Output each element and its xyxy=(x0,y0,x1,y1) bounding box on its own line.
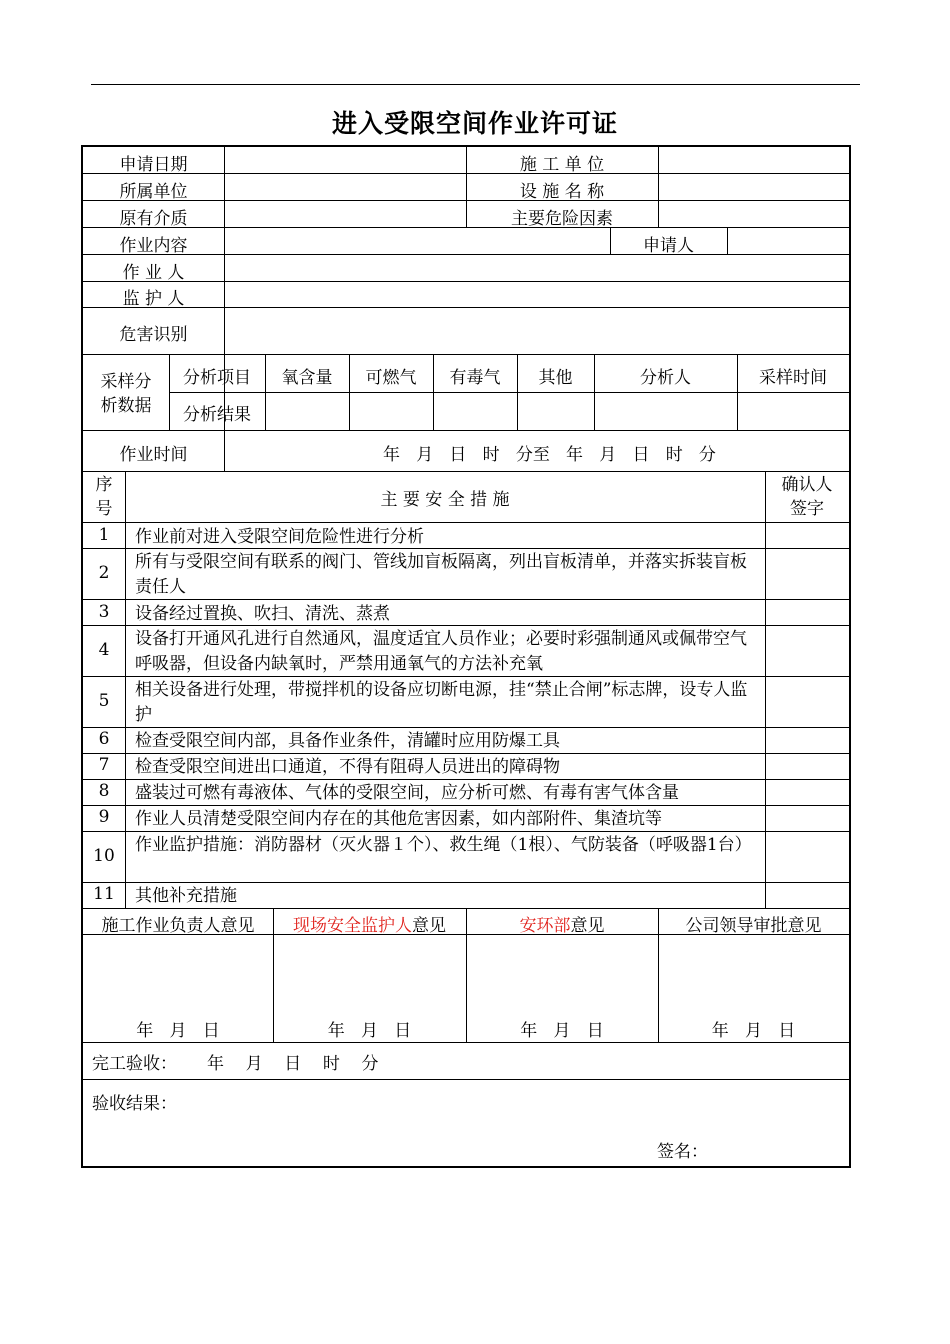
env-dept-date: 年 月 日 xyxy=(520,1021,604,1041)
measure-5-text: 相关设备进行处理，带搅拌机的设备应切断电源，挂“禁止合闸”标志牌，设专人监护 xyxy=(135,680,748,725)
guardian-label: 监 护 人 xyxy=(122,289,185,309)
construction-unit-label: 施 工 单 位 xyxy=(519,155,605,175)
company-approval-label: 公司领导审批意见 xyxy=(685,916,822,936)
measure-4-no: 4 xyxy=(98,640,110,660)
other-gas-label: 其他 xyxy=(538,368,573,388)
completion-label: 完工验收： xyxy=(92,1054,177,1074)
measure-4-text: 设备打开通风孔进行自然通风，温度适宜人员作业；必要时彩强制通风或佩带空气呼吸器，但设备内缺氧时，严禁用通氧气的方法补充氧 xyxy=(135,629,747,674)
measure-10-no: 10 xyxy=(93,846,115,866)
measure-3-confirm[interactable] xyxy=(766,600,849,625)
owner-unit-field[interactable] xyxy=(225,174,466,200)
oxygen-label: 氧含量 xyxy=(281,368,333,388)
seq-header: 序 号 xyxy=(95,475,113,519)
toxic-result-field[interactable] xyxy=(434,393,517,430)
measure-11-no: 11 xyxy=(93,884,115,904)
measure-10-confirm[interactable] xyxy=(766,832,849,882)
acceptance-result-field[interactable] xyxy=(173,1107,643,1157)
measure-9-confirm[interactable] xyxy=(766,806,849,831)
hazard-identification-label: 危害识别 xyxy=(119,325,188,345)
oxygen-result-field[interactable] xyxy=(266,393,349,430)
guardian-field[interactable] xyxy=(225,282,849,307)
work-time-label: 作业时间 xyxy=(119,445,188,465)
measure-8-text: 盛装过可燃有毒液体、气体的受限空间，应分析可燃、有毒有害气体含量 xyxy=(135,783,679,803)
completion-date[interactable]: 年 月 日 时 分 xyxy=(207,1054,379,1074)
measure-2-text: 所有与受限空间有联系的阀门、管线加盲板隔离，列出盲板清单，并落实拆装盲板责任人 xyxy=(135,552,747,597)
hazard-identification-field[interactable] xyxy=(225,308,849,354)
other-result-field[interactable] xyxy=(518,393,594,430)
owner-unit-label: 所属单位 xyxy=(119,182,188,202)
measure-3-no: 3 xyxy=(98,602,110,622)
measure-6-text: 检查受限空间内部，具备作业条件，清罐时应用防爆工具 xyxy=(135,731,560,751)
measure-6-no: 6 xyxy=(98,729,110,749)
leader-opinion-label: 施工作业负责人意见 xyxy=(101,916,255,936)
measure-10-text: 作业监护措施：消防器材（灭火器１个）、救生绳（1根）、气防装备（呼吸器1台） xyxy=(135,835,752,855)
measure-4-confirm[interactable] xyxy=(766,626,849,676)
combustible-gas-label: 可燃气 xyxy=(365,368,417,388)
toxic-gas-label: 有毒气 xyxy=(449,368,501,388)
apply-date-label: 申请日期 xyxy=(119,155,188,175)
main-hazards-field[interactable] xyxy=(659,201,849,227)
apply-date-field[interactable] xyxy=(225,147,466,173)
measure-7-text: 检查受限空间进出口通道，不得有阻碍人员进出的障碍物 xyxy=(135,757,560,777)
measure-11-text: 其他补充措施 xyxy=(135,886,237,906)
main-hazards-label: 主要危险因素 xyxy=(511,209,613,229)
header-rule xyxy=(91,84,860,85)
site-guardian-opinion-label: 现场安全监护人意见 xyxy=(293,916,446,936)
env-dept-opinion-label: 安环部意见 xyxy=(519,916,605,936)
sample-time-field[interactable] xyxy=(738,393,849,430)
measure-2-confirm[interactable] xyxy=(766,549,849,599)
acceptance-result-label: 验收结果： xyxy=(92,1094,177,1114)
confirm-header: 确认人 签字 xyxy=(781,475,833,519)
work-content-label: 作业内容 xyxy=(119,236,188,256)
analysis-item-label: 分析项目 xyxy=(183,368,251,388)
measures-title: 主 要 安 全 措 施 xyxy=(380,490,510,510)
measure-1-no: 1 xyxy=(98,525,110,545)
measure-9-text: 作业人员清楚受限空间内存在的其他危害因素，如内部附件、集渣坑等 xyxy=(135,809,662,829)
measure-7-confirm[interactable] xyxy=(766,754,849,779)
signature-label: 签名： xyxy=(657,1142,708,1162)
measure-1-confirm[interactable] xyxy=(766,523,849,548)
company-date: 年 月 日 xyxy=(711,1021,796,1041)
worker-label: 作 业 人 xyxy=(122,263,185,283)
signature-field[interactable] xyxy=(713,1131,843,1161)
combustible-result-field[interactable] xyxy=(350,393,433,430)
applicant-label: 申请人 xyxy=(643,236,694,256)
measure-5-confirm[interactable] xyxy=(766,677,849,727)
permit-form xyxy=(81,145,851,1168)
analyst-field[interactable] xyxy=(595,393,737,430)
original-medium-label: 原有介质 xyxy=(119,209,188,229)
measure-5-no: 5 xyxy=(98,691,110,711)
work-time-value[interactable]: 年 月 日 时 分至 年 月 日 时 分 xyxy=(383,445,716,465)
leader-date: 年 月 日 xyxy=(136,1021,220,1041)
page-title: 进入受限空间作业许可证 xyxy=(331,109,618,138)
site-guardian-date: 年 月 日 xyxy=(327,1021,412,1041)
facility-name-field[interactable] xyxy=(659,174,849,200)
measure-6-confirm[interactable] xyxy=(766,728,849,753)
measure-2-no: 2 xyxy=(98,563,110,583)
measure-8-confirm[interactable] xyxy=(766,780,849,805)
sampling-data-label: 采样分 析数据 xyxy=(100,372,152,416)
analysis-result-label: 分析结果 xyxy=(183,405,251,425)
original-medium-field[interactable] xyxy=(225,201,466,227)
measure-7-no: 7 xyxy=(98,755,110,775)
analyst-label: 分析人 xyxy=(640,368,691,388)
measure-11-confirm[interactable] xyxy=(766,883,849,908)
applicant-field[interactable] xyxy=(728,228,849,254)
measure-9-no: 9 xyxy=(98,807,110,827)
measure-1-text: 作业前对进入受限空间危险性进行分析 xyxy=(135,527,424,547)
worker-field[interactable] xyxy=(225,255,849,281)
sample-time-label: 采样时间 xyxy=(759,368,827,388)
measure-3-text: 设备经过置换、吹扫、清洗、蒸煮 xyxy=(135,604,390,624)
construction-unit-field[interactable] xyxy=(659,147,849,173)
measure-8-no: 8 xyxy=(98,781,110,801)
facility-name-label: 设 施 名 称 xyxy=(519,182,605,202)
work-content-field[interactable] xyxy=(225,228,610,254)
